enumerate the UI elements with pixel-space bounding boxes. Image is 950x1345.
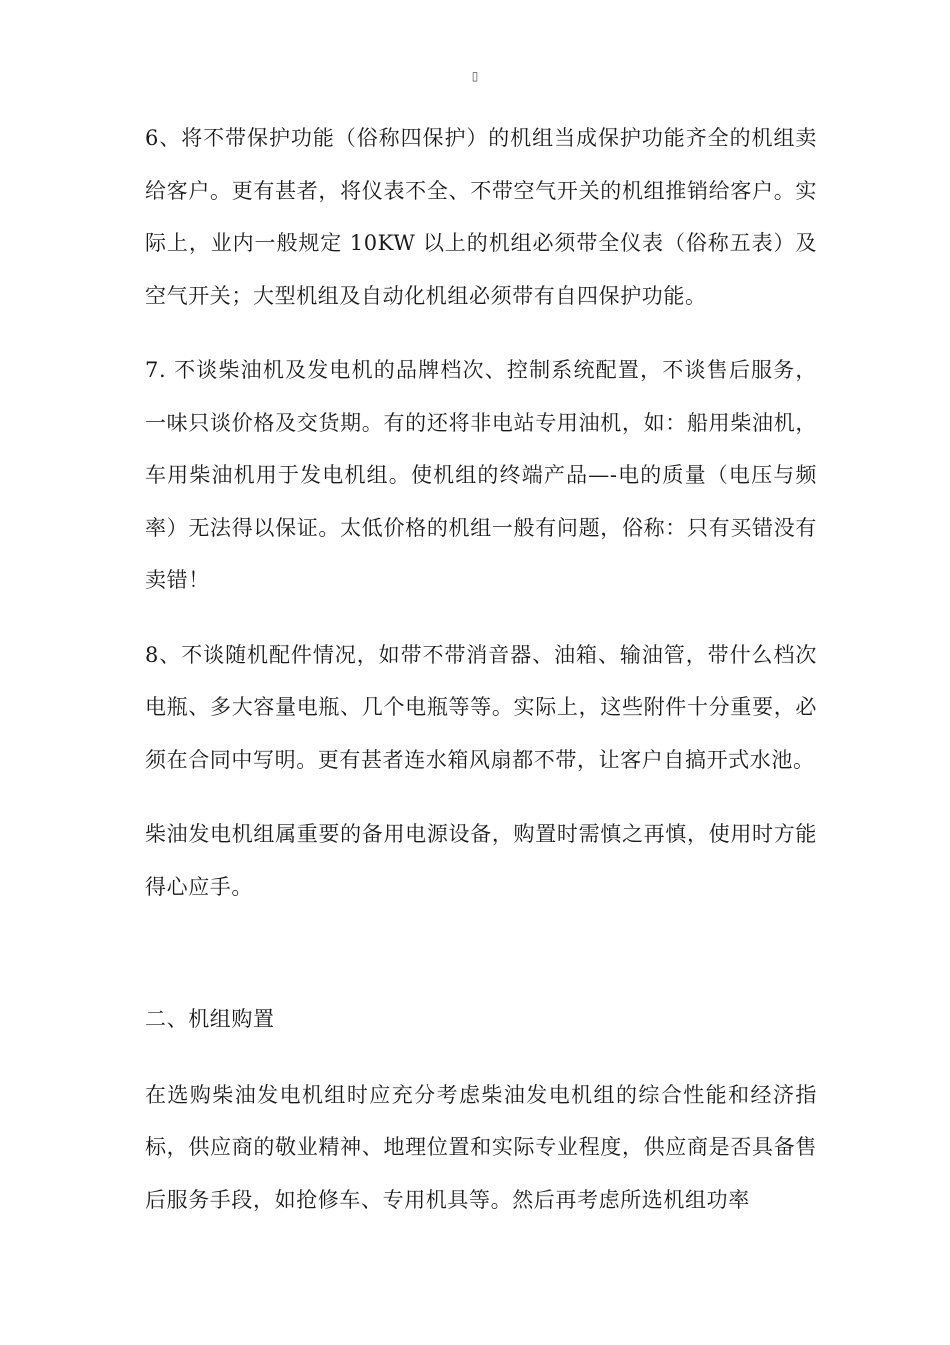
paragraph-item-7: 7. 不谈柴油机及发电机的品牌档次、控制系统配置，不谈售后服务，一味只谈价格及交货期。有的还将非电站专用油机，如：船用柴油机，车用柴油机用于发电机组。使机组的终端产品—-电的质量（电压与频率）无法得以保证。太低价格的机组一般有问题，俗称：只有买错没有卖错！ <box>145 358 817 592</box>
section-heading: 二、机组购置 <box>145 1007 275 1031</box>
section-body-paragraph: 在选购柴油发电机组时应充分考虑柴油发电机组的综合性能和经济指标，供应商的敬业精神、地理位置和实际专业程度，供应商是否具备售后服务手段，如抢修车、专用机具等。然后再考虑所选机组功率 <box>145 1082 817 1212</box>
document-body <box>145 112 817 1226</box>
paragraph-item-8: 8、不谈随机配件情况，如带不带消音器、油箱、输油管，带什么档次电瓶、多大容量电瓶、几个电瓶等等。实际上，这些附件十分重要，必须在合同中写明。更有甚者连水箱风扇都不带，让客户自搞开式水池。 <box>145 642 817 772</box>
page-header-mark: ▯ <box>471 69 479 83</box>
conclusion-paragraph: 柴油发电机组属重要的备用电源设备，购置时需慎之再慎，使用时方能得心应手。 <box>145 822 817 899</box>
paragraph-item-6: 6、将不带保护功能（俗称四保护）的机组当成保护功能齐全的机组卖给客户。更有甚者，将仪表不全、不带空气开关的机组推销给客户。实际上，业内一般规定 10KW 以上的机组必须带全仪表（俗称五表）及空气开关；大型机组及自动化机组必须带有自四保护功能。 <box>145 126 817 308</box>
